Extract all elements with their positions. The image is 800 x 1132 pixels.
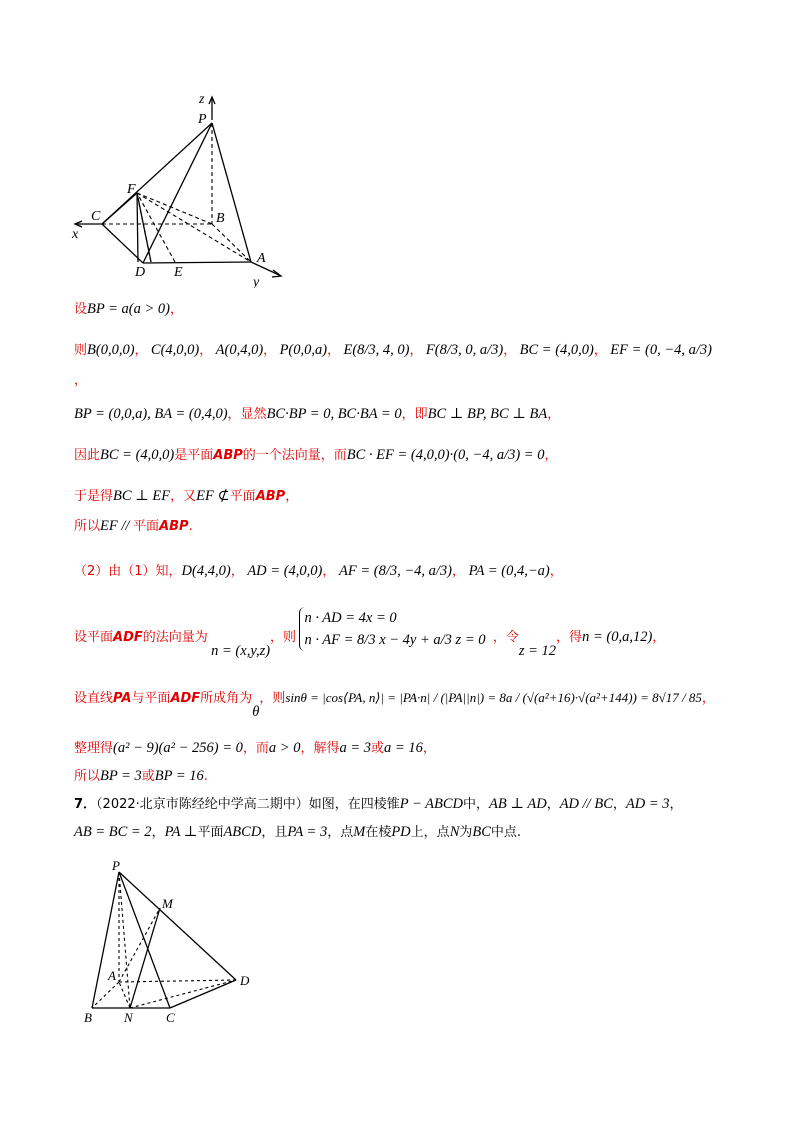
fig1-label-x: x xyxy=(72,227,79,242)
fig1-label-F: F xyxy=(127,182,136,197)
figure-2-pyramid-diagram xyxy=(78,855,278,1035)
fig2-label-C: C xyxy=(166,1010,175,1025)
solution-line-1: 设BP = a(a > 0)， xyxy=(74,301,183,317)
equation-system: n · AD = 4x = 0 n · AF = 8/3 x − 4y + a/3 z = 0 xyxy=(299,607,489,651)
solution-line-8: 设平面ADF的法向量为 n = (x,y,z)，则 n · AD = 4x = 0 n · AF = 8/3 x − 4y + a/3 z = 0 ，令z = 12，得n = (0,a,12)， xyxy=(74,625,665,651)
figure-1-pyramid-diagram xyxy=(65,88,295,288)
fig2-label-N: N xyxy=(124,1010,133,1025)
fig2-label-P: P xyxy=(112,858,120,873)
solution-line-7: （2）由（1）知，D(4,4,0)， AD = (4,0,0)， AF = (8/3, −4, a/3)， PA = (0,4,−a)， xyxy=(74,563,563,579)
fig2-label-D: D xyxy=(240,973,250,988)
solution-line-2: 则B(0,0,0)， C(4,0,0)， A(0,4,0)， P(0,0,a)， E(8/3, 4, 0)， F(8/3, 0, a/3)， BC = (4,0,0)， EF = (0, −4, a/3) xyxy=(74,342,712,358)
solution-line-3: BP = (0,0,a), BA = (0,4,0)，显然BC·BP = 0, BC·BA = 0，即BC ⊥ BP, BC ⊥ BA， xyxy=(74,406,561,422)
fig1-label-y: y xyxy=(253,275,260,288)
solution-line-10: 整理得(a² − 9)(a² − 256) = 0，而a > 0，解得a = 3或a = 16， xyxy=(74,740,436,756)
fig1-label-C: C xyxy=(91,209,101,224)
solution-line-2-cont: ， xyxy=(74,373,88,388)
fig2-label-B: B xyxy=(84,1010,92,1025)
fig1-label-D: D xyxy=(135,265,146,280)
solution-line-4: 因此BC = (4,0,0)是平面ABP的一个法向量，而BC · EF = (4,0,0)·(0, −4, a/3) = 0， xyxy=(74,447,558,463)
solution-line-9: 设直线PA与平面ADF所成角为θ，则sinθ = |cos⟨PA, n⟩| = |PA·n| / (|PA||n|) = 8a / (√(a²+16)·√(a²+144)) = 8√17 / 85， xyxy=(74,690,715,720)
problem-7-line-2: AB = BC = 2，PA ⊥平面ABCD，且PA = 3，点M在棱PD上，点N为BC中点. xyxy=(74,824,522,840)
fig1-label-E: E xyxy=(174,265,183,280)
fig2-label-A: A xyxy=(108,968,116,983)
solution-line-6: 所以EF // 平面ABP. xyxy=(74,518,193,534)
fig2-label-M: M xyxy=(162,896,173,911)
fig1-label-B: B xyxy=(216,211,225,226)
problem-7-line-1: 7．（2022·北京市陈经纶中学高二期中）如图，在四棱锥P − ABCD中，AB ⊥ AD，AD // BC，AD = 3， xyxy=(74,796,683,812)
fig1-label-P: P xyxy=(198,112,207,127)
fig1-label-z: z xyxy=(199,92,205,107)
fig1-label-A: A xyxy=(257,251,266,266)
solution-line-5: 于是得BC ⊥ EF，又EF ⊄平面ABP， xyxy=(74,488,299,504)
solution-line-11: 所以BP = 3或BP = 16. xyxy=(74,768,208,784)
